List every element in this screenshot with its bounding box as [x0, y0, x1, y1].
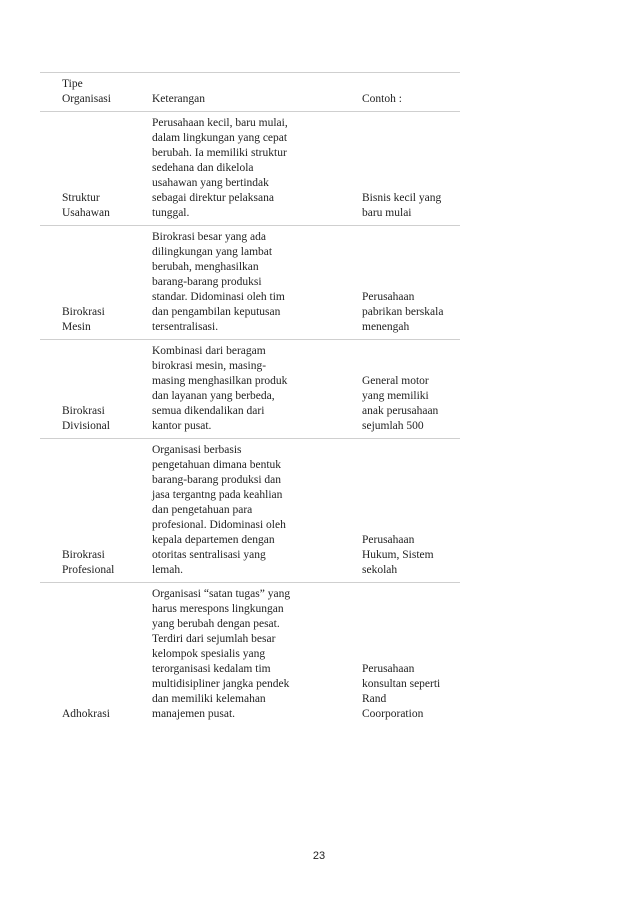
row-description-cell: Organisasi “satan tugas” yang harus merespons lingkungan yang berubah dengan pesat. Terdiri dari sejumlah besar kelompok spesialis yang terorganisasi kedalam tim multidisipliner jangka pendek dan memiliki kelemahan manajemen pusat. [152, 588, 291, 720]
table-row [40, 112, 460, 226]
header-example: Contoh : [362, 93, 402, 105]
header-description: Keterangan [152, 93, 205, 105]
row-type-cell: Adhokrasi [62, 708, 110, 720]
row-type-cell: Birokrasi Profesional [62, 549, 115, 576]
row-example-cell: Perusahaan Hukum, Sistem sekolah [362, 534, 434, 576]
row-description-cell: Organisasi berbasis pengetahuan dimana bentuk barang-barang produksi dan jasa tergantng pada keahlian dan pengetahuan para profesional. Didominasi oleh kepala departemen dengan otoritas sentralisasi yang lemah. [152, 444, 286, 576]
table-row [40, 439, 460, 583]
row-description-cell: Kombinasi dari beragam birokrasi mesin, masing- masing menghasilkan produk dan layanan yang berbeda, semua dikendalikan dari kantor pusat. [152, 345, 288, 432]
row-type-cell: Birokrasi Mesin [62, 306, 105, 333]
table-header-row [40, 73, 460, 112]
row-example-cell: Bisnis kecil yang baru mulai [362, 192, 442, 219]
row-type-cell: Struktur Usahawan [62, 192, 110, 219]
header-type: Tipe Organisasi [62, 78, 111, 105]
table-row [40, 583, 460, 727]
row-example-cell: General motor yang memiliki anak perusahaan sejumlah 500 [362, 375, 439, 432]
page-number: 23 [312, 850, 326, 862]
table-row [40, 340, 460, 439]
row-example-cell: Perusahaan konsultan seperti Rand Coorporation [362, 663, 441, 720]
row-example-cell: Perusahaan pabrikan berskala menengah [362, 291, 444, 333]
row-description-cell: Birokrasi besar yang ada dilingkungan yang lambat berubah, menghasilkan barang-barang produksi standar. Didominasi oleh tim dan pengambilan keputusan tersentralisasi. [152, 231, 285, 333]
row-type-cell: Birokrasi Divisional [62, 405, 110, 432]
row-description-cell: Perusahaan kecil, baru mulai, dalam lingkungan yang cepat berubah. Ia memiliki struktur sedehana dan dikelola usahawan yang bertindak sebagai direktur pelaksana tunggal. [152, 117, 288, 219]
organization-types-table [40, 72, 460, 726]
table-row [40, 226, 460, 340]
